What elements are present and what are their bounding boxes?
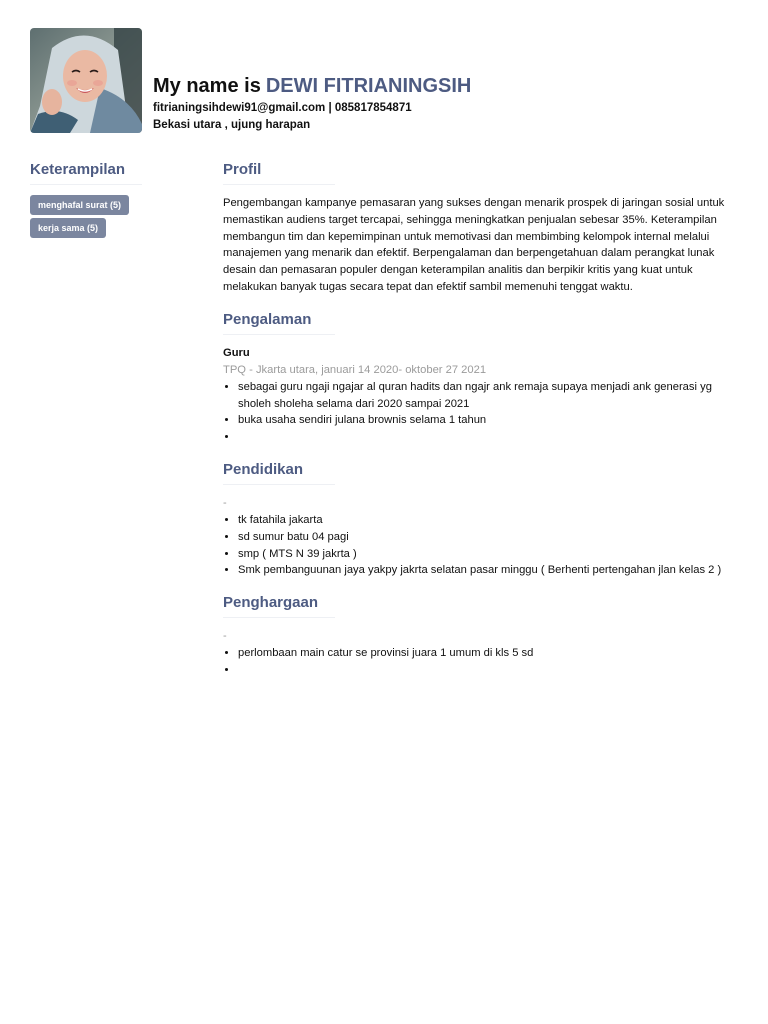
list-item xyxy=(238,429,738,446)
awards-dash: - xyxy=(223,630,227,643)
header-text xyxy=(153,72,733,134)
profile-text: Pengembangan kampanye pemasaran yang sukses dengan menarik prospek di jaringan sosial untuk memastikan audiens target tercapai, sehingga meningkatkan penjualan sebesar 35%. Keterampilan membangun tim dan kepemimpinan untuk memotivasi dan membimbing kelompok internal melalui manajemen yang menarik dan efektif. Berpengalaman dan berpengetahuan dalam perangkat lunak desain dan pemasaran populer dengan keterampilan analitis dan berpikir kritis yang kuat untuk melakukan banyak tugas secara tepat dan efektif sambil memenuhi tenggat waktu. xyxy=(223,197,725,293)
skill-badge: kerja sama (5) xyxy=(30,218,106,238)
experience-bullets xyxy=(223,379,738,446)
skills-title: Keterampilan xyxy=(30,160,142,185)
contact-info: fitrianingsihdewi91@gmail.com | 085817854871 xyxy=(153,102,412,114)
skills-list xyxy=(30,195,190,241)
job-title: Guru xyxy=(223,346,250,359)
list-item: • perlombaan main catur se provinsi juara 1 umum di kls 5 sd xyxy=(238,645,738,662)
awards-section xyxy=(223,593,738,679)
list-item: • sd sumur batu 04 pagi xyxy=(238,529,738,546)
profile-title: Profil xyxy=(223,160,335,185)
name-prefix: My name is xyxy=(153,75,261,97)
education-title: Pendidikan xyxy=(223,460,335,485)
skill-badge: menghafal surat (5) xyxy=(30,195,129,215)
address: Bekasi utara , ujung harapan xyxy=(153,119,311,131)
main-content xyxy=(223,160,738,693)
list-item: • smp ( MTS N 39 jakrta ) xyxy=(238,546,738,563)
education-bullets xyxy=(223,512,738,579)
list-item: • Smk pembanguunan jaya yakpy jakrta selatan pasar minggu ( Berhenti pertengahan jlan kelas 2 ) xyxy=(238,562,738,579)
profile-photo xyxy=(30,28,142,133)
list-item xyxy=(238,662,738,679)
list-item: • sebagai guru ngaji ngajar al quran hadits dan ngajr ank remaja supaya menjadi ank generasi yg sholeh sholeha selama dari 2020 sampai 2021 xyxy=(238,379,738,413)
profile-section xyxy=(223,160,738,296)
list-item: • tk fatahila jakarta xyxy=(238,512,738,529)
education-dash: - xyxy=(223,496,227,509)
sidebar xyxy=(30,160,190,241)
experience-section xyxy=(223,310,738,446)
name-heading xyxy=(153,72,733,100)
awards-title: Penghargaan xyxy=(223,593,335,618)
candidate-name: DEWI FITRIANINGSIH xyxy=(265,75,472,97)
education-section xyxy=(223,460,738,579)
experience-title: Pengalaman xyxy=(223,310,335,335)
awards-bullets xyxy=(223,645,738,679)
resume-header xyxy=(30,28,738,134)
list-item: • buka usaha sendiri julana brownis selama 1 tahun xyxy=(238,412,738,429)
job-meta: TPQ - Jkarta utara, januari 14 2020- oktober 27 2021 xyxy=(223,363,487,376)
